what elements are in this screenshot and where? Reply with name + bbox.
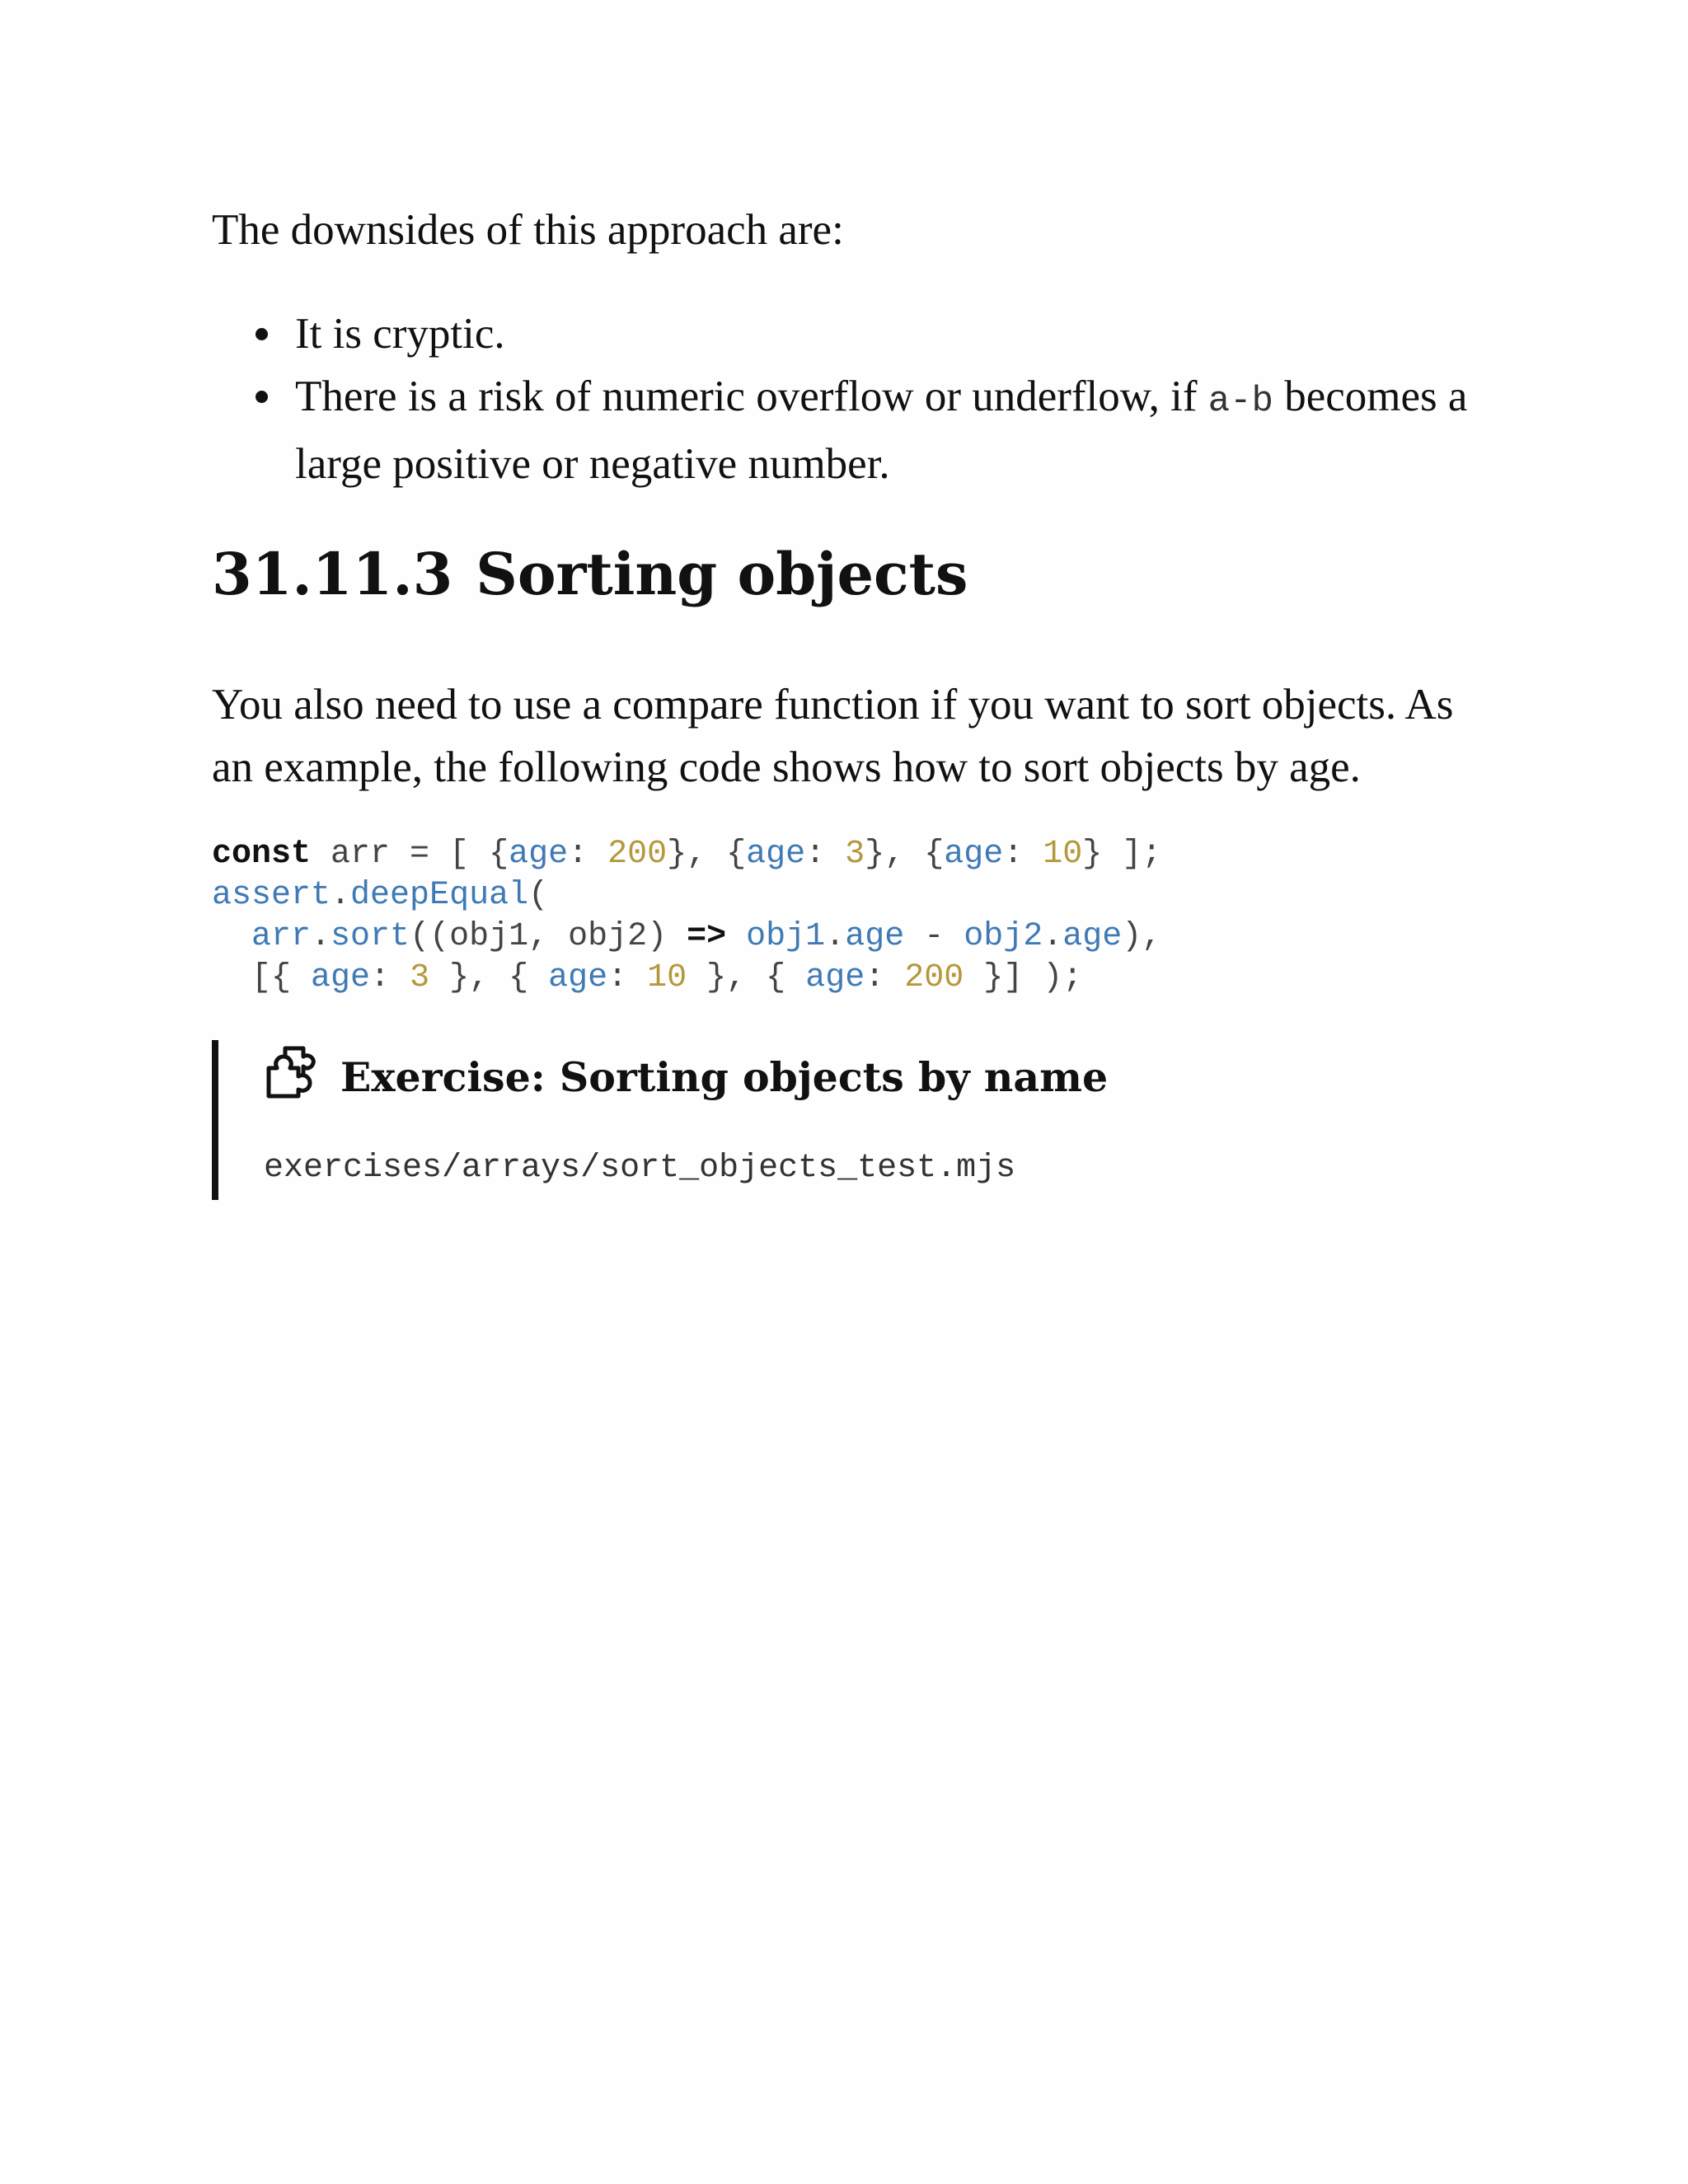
code-text: : <box>1003 836 1043 873</box>
code-text: ((obj1, obj2) <box>410 918 687 955</box>
code-text: . <box>331 877 351 914</box>
list-item <box>212 302 1498 365</box>
intro-paragraph: The downsides of this approach are: <box>212 206 844 254</box>
code-property: assert <box>212 877 331 914</box>
code-text: arr = [ { <box>311 836 509 873</box>
code-line <box>212 959 1082 996</box>
explanation-paragraph: You also need to use a compare function if you want to sort objects. As an example, the following code shows how to sort objects by age. <box>212 681 1454 791</box>
code-text: : <box>607 959 648 996</box>
code-text: - <box>904 918 964 955</box>
code-property: obj2 <box>964 918 1043 955</box>
code-text: . <box>825 918 846 955</box>
list-item <box>212 365 1498 495</box>
section-heading <box>212 537 968 612</box>
code-property: deepEqual <box>350 877 529 914</box>
code-operator: => <box>687 918 727 955</box>
code-text: }, { <box>667 836 747 873</box>
downsides-list <box>212 302 1498 495</box>
code-property: age <box>509 836 569 873</box>
exercise-file-path: exercises/arrays/sort_objects_test.mjs <box>264 1150 1016 1187</box>
code-property: sort <box>331 918 410 955</box>
code-text: ), <box>1122 918 1162 955</box>
exercise-callout <box>212 1040 1455 1200</box>
code-text: } ]; <box>1082 836 1162 873</box>
code-text: }] ); <box>964 959 1083 996</box>
list-item-text: It is cryptic. <box>295 310 505 358</box>
list-item-text: becomes a large positive or negative number. <box>295 373 1468 488</box>
code-text: : <box>568 836 608 873</box>
code-property: age <box>845 918 905 955</box>
code-text: }, { <box>429 959 549 996</box>
code-property: obj1 <box>746 918 826 955</box>
code-text: }, { <box>687 959 806 996</box>
code-number: 10 <box>1043 836 1083 873</box>
bullet-icon <box>256 328 268 340</box>
code-number: 200 <box>904 959 964 996</box>
code-property: age <box>944 836 1004 873</box>
exercise-title: Exercise: Sorting objects by name <box>340 1053 1109 1101</box>
code-number: 200 <box>607 836 668 873</box>
code-text: }, { <box>865 836 945 873</box>
code-text <box>726 918 746 955</box>
code-text: . <box>1043 918 1063 955</box>
code-text: ( <box>528 877 549 914</box>
code-block <box>212 834 1161 999</box>
bullet-icon <box>256 391 268 403</box>
section-title: Sorting objects <box>476 540 968 608</box>
code-property: age <box>805 959 865 996</box>
code-number: 10 <box>647 959 687 996</box>
code-text: [{ <box>212 959 312 996</box>
code-line <box>212 877 548 914</box>
code-property: age <box>548 959 608 996</box>
code-line <box>212 836 1161 873</box>
section-number: 31.11.3 <box>212 540 453 608</box>
code-line <box>212 918 1161 955</box>
code-property: arr <box>251 918 312 955</box>
puzzle-icon <box>264 1043 321 1101</box>
code-number: 3 <box>410 959 430 996</box>
code-text: : <box>865 959 905 996</box>
code-text: : <box>370 959 410 996</box>
code-keyword: const <box>212 836 312 873</box>
list-item-text: There is a risk of numeric overflow or underflow, if <box>295 373 1208 420</box>
code-property: age <box>311 959 371 996</box>
code-text: . <box>311 918 331 955</box>
code-text <box>212 918 251 955</box>
code-text: : <box>805 836 846 873</box>
code-property: age <box>1062 918 1123 955</box>
code-number: 3 <box>845 836 865 873</box>
code-property: age <box>746 836 806 873</box>
inline-code: a-b <box>1207 381 1273 422</box>
